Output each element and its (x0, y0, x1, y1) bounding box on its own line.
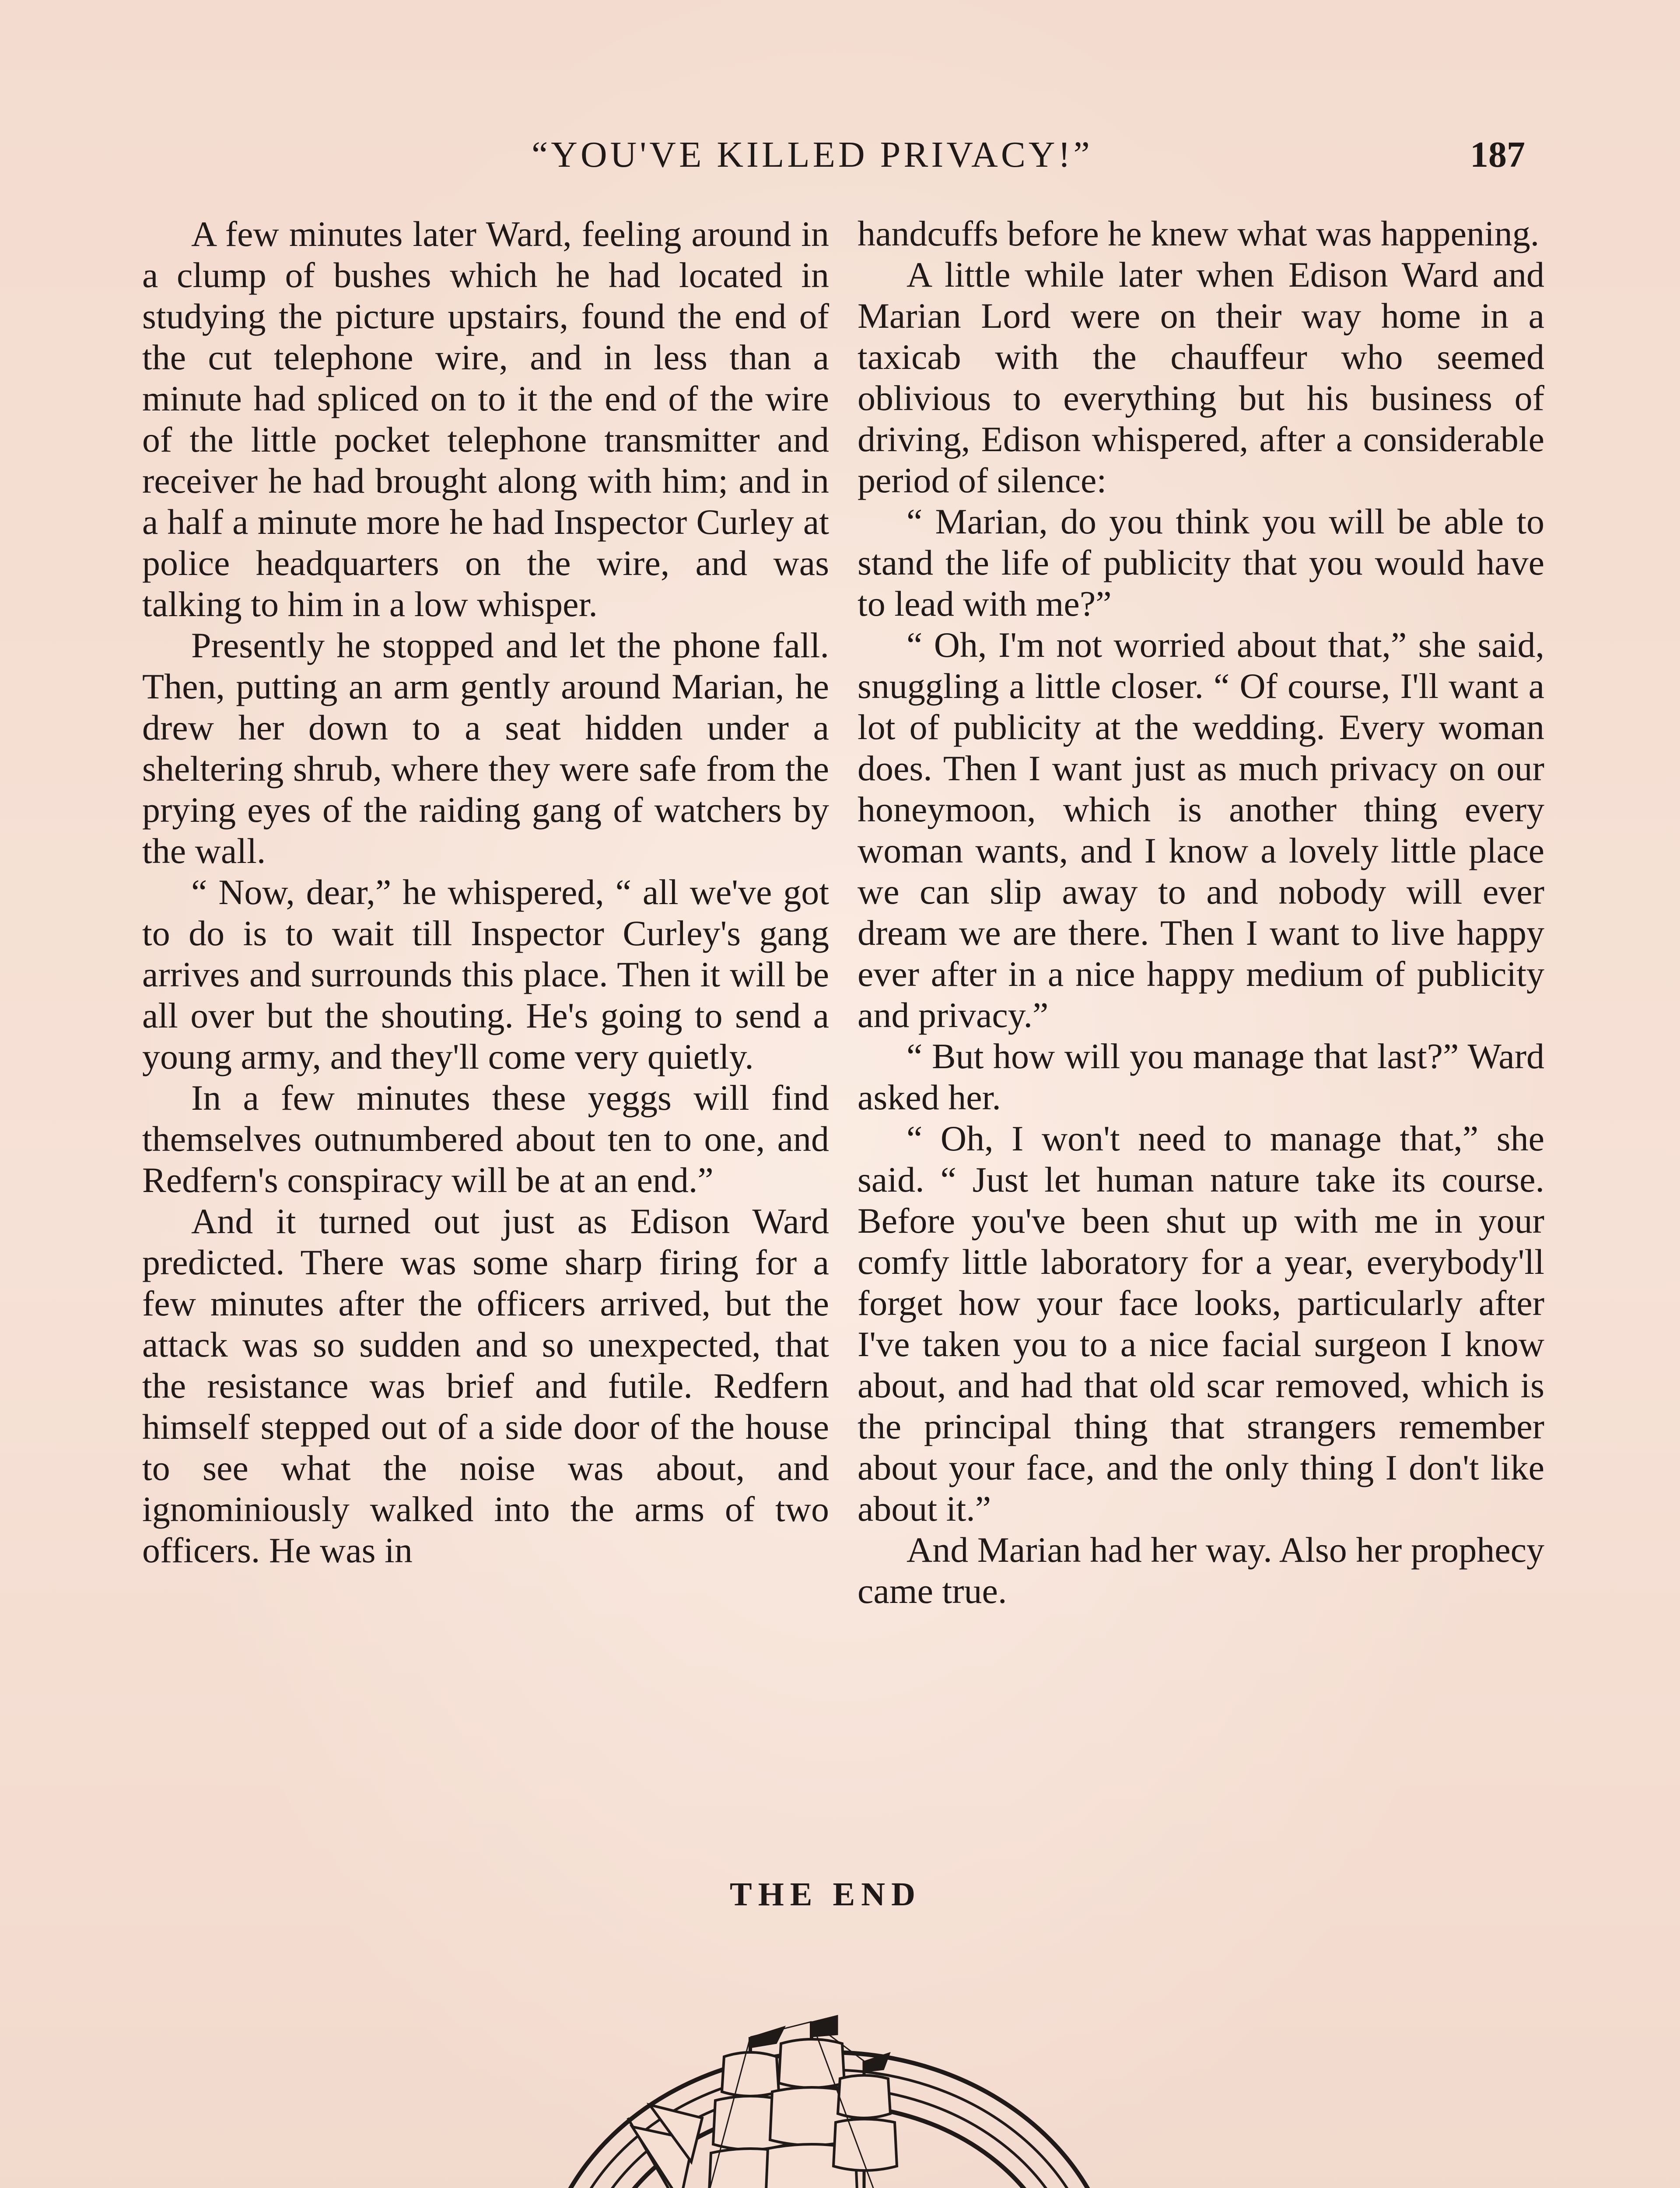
paragraph: “ But how will you manage that last?” Ward asked her. (858, 1036, 1544, 1117)
paragraph: “ Now, dear,” he whispered, “ all we've got to do is to wait till Inspector Curley's gang arrives and surrounds this place. Then it will be all over but the shouting. He's going to send a young army, and they'll come very quietly. (142, 872, 829, 1076)
paragraph: handcuffs before he knew what was happening. (858, 214, 1540, 253)
right-column (858, 213, 1544, 1612)
page-number: 187 (1470, 134, 1525, 175)
paragraph: “ Oh, I'm not worried about that,” she said, snuggling a little closer. “ Of course, I'll want a lot of publicity at the wedding. Every woman does. Then I want just as much privacy on our honeymoon, which is another thing every woman wants, and I know a lovely little place we can slip away to and nobody will ever dream we are there. Then I want to live happy ever after in a nice happy medium of publicity and privacy.” (858, 625, 1544, 1035)
left-column (142, 214, 829, 1571)
ship-icon (628, 2015, 897, 2188)
paragraph: And Marian had her way. Also her prophecy came true. (858, 1530, 1544, 1611)
the-end-label: THE END (730, 1876, 921, 1913)
paragraph: A few minutes later Ward, feeling around in a clump of bushes which he had located in studying the picture upstairs, found the end of the cut telephone wire, and in less than a minute had spliced on to it the end of the wire of the little pocket telephone transmitter and receiver he had brought along with him; and in a half a minute more he had Inspector Curley at police headquarters on the wire, and was talking to him in a low whisper. (142, 214, 829, 624)
running-title: “YOU'VE KILLED PRIVACY!” (532, 134, 1093, 175)
ship-rainbow-illustration (155, 1995, 1503, 2188)
paragraph: A little while later when Edison Ward and Marian Lord were on their way home in a taxicab with the chauffeur who seemed oblivious to everything but his business of driving, Edison whispered, after a considerable period of silence: (858, 255, 1544, 500)
paragraph: And it turned out just as Edison Ward predicted. There was some sharp firing for a few minutes after the officers arrived, but the attack was so sudden and so unexpected, that the resistance was brief and futile. Redfern himself stepped out of a side door of the house to see what the noise was about, and ignominiously walked into the arms of two officers. He was in (142, 1201, 829, 1570)
paragraph: Presently he stopped and let the phone fall. Then, putting an arm gently around Marian, he drew her down to a seat hidden under a sheltering shrub, where they were safe from the prying eyes of the raiding gang of watchers by the wall. (142, 625, 829, 871)
paragraph: “ Marian, do you think you will be able to stand the life of publicity that you would have to lead with me?” (858, 501, 1544, 624)
paragraph: “ Oh, I won't need to manage that,” she said. “ Just let human nature take its course. Before you've been shut up with me in your comfy little laboratory for a year, everybody'll forget how your face looks, particularly after I've taken you to a nice facial surgeon I know about, and had that old scar removed, which is the principal thing that strangers remember about your face, and the only thing I don't like about it.” (858, 1119, 1544, 1529)
paragraph: In a few minutes these yeggs will find themselves outnumbered about ten to one, and Redfern's conspiracy will be at an end.” (142, 1078, 829, 1200)
